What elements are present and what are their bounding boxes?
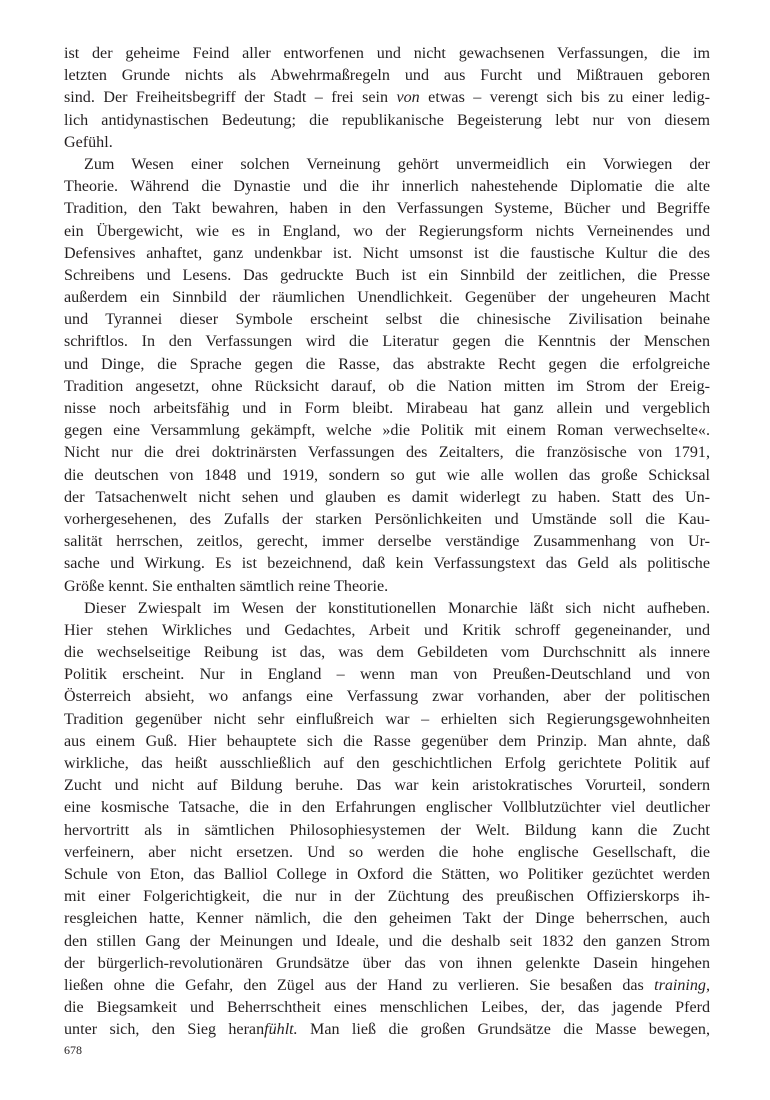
- text-line: [64, 243, 710, 265]
- text-line: [64, 886, 710, 908]
- line-text: Tradition, den Takt bewahren, haben in den Verfassungen Systeme, Bücher und Begriffe: [64, 200, 710, 218]
- line-text: ließen ohne die Gefahr, den Zügel aus der Hand zu verlieren. Sie besaßen das: [64, 976, 655, 994]
- text-line: [64, 620, 710, 642]
- line-text: verfeinern, aber nicht ersetzen. Und so werden die hohe englische Gesellschaft, die: [64, 843, 710, 861]
- text-line: [64, 531, 710, 553]
- line-text: gegen eine Versammlung gekämpft, welche »die Politik mit einem Roman verwechselte«.: [64, 422, 710, 440]
- line-text: der Tatsachenwelt nicht sehen und glauben es damit widerlegt zu haben. Statt des Un-: [64, 488, 710, 506]
- text-line: [64, 509, 710, 531]
- text-line: [64, 576, 710, 598]
- text-line: [64, 1019, 710, 1041]
- page-number: 678: [64, 1043, 82, 1057]
- line-text: Österreich absieht, wo anfangs eine Verfassung zwar vorhanden, aber der politischen: [64, 688, 710, 706]
- text-line: [64, 553, 710, 575]
- italic-text: von: [396, 89, 420, 107]
- text-line: [64, 753, 710, 775]
- line-text: Hier stehen Wirkliches und Gedachtes, Arbeit und Kritik schroff gegeneinander, und: [64, 621, 710, 639]
- text-line: [64, 953, 710, 975]
- line-text: lich antidynastischen Bedeutung; die republikanische Begeisterung lebt nur von diesem: [64, 111, 710, 129]
- line-text: letzten Grunde nichts als Abwehrmaßregeln und aus Furcht und Mißtrauen geboren: [64, 67, 710, 85]
- text-line: [64, 864, 710, 886]
- text-line: [64, 908, 710, 930]
- text-line: [64, 132, 710, 154]
- text-line: [64, 221, 710, 243]
- line-text: Zucht und nicht auf Bildung beruhe. Das war kein aristokratisches Vorurteil, sondern: [64, 777, 710, 795]
- text-line: [64, 420, 710, 442]
- text-line: [64, 775, 710, 797]
- line-text: Nicht nur die drei doktrinärsten Verfassungen des Zeitalters, die französische von 1791,: [64, 444, 710, 462]
- line-text: unter sich, den Sieg heran: [64, 1021, 265, 1039]
- text-line: [64, 65, 710, 87]
- line-text: Man ließ die großen Grundsätze die Masse bewegen,: [297, 1021, 710, 1039]
- line-text: den stillen Gang der Meinungen und Ideale, und die deshalb seit 1832 den ganzen Strom: [64, 932, 710, 950]
- text-line: [64, 354, 710, 376]
- text-line: [64, 398, 710, 420]
- text-line: [64, 975, 710, 997]
- line-text: Politik erscheint. Nur in England – wenn man von Preußen-Deutschland und von: [64, 666, 710, 684]
- text-line: [64, 820, 710, 842]
- text-line: [64, 642, 710, 664]
- line-text: Tradition gegenüber nicht sehr einflußreich war – erhielten sich Regierungsgewohnheiten: [64, 710, 710, 728]
- line-text: die deutschen von 1848 und 1919, sondern so gut wie alle wollen das große Schicksal: [64, 466, 710, 484]
- text-line: [64, 110, 710, 132]
- line-text: schriftlos. In den Verfassungen wird die Literatur gegen die Kenntnis der Menschen: [64, 333, 710, 351]
- line-text: Schule von Eton, das Balliol College in Oxford die Stätten, wo Politiker gezüchtet werden: [64, 865, 710, 883]
- line-text: nisse noch arbeitsfähig und in Form bleibt. Mirabeau hat ganz allein und vergeblich: [64, 400, 710, 417]
- line-text: außerdem ein Sinnbild der räumlichen Unendlichkeit. Gegenüber der ungeheuren Macht: [64, 289, 710, 307]
- line-text: ein Übergewicht, wie es in England, wo der Regierungsform nichts Verneinendes und: [64, 222, 710, 240]
- line-text: sind. Der Freiheitsbegriff der Stadt – frei sein: [64, 89, 397, 107]
- text-line: [64, 797, 710, 819]
- text-line: [64, 265, 710, 287]
- text-line: [64, 997, 710, 1019]
- text-line: [64, 176, 710, 198]
- line-text: die wechselseitige Reibung ist das, was dem Gebildeten vom Durchschnitt als innere: [64, 644, 710, 662]
- line-text: aus einem Guß. Hier behauptete sich die Rasse gegenüber dem Prinzip. Man ahnte, daß: [64, 732, 710, 750]
- text-line: [64, 842, 710, 864]
- text-line: [64, 465, 710, 487]
- line-text: Defensives anhaftet, ganz undenkbar ist. Nicht umsonst ist die faustische Kultur die des: [64, 244, 710, 262]
- line-text: Schreibens und Lesens. Das gedruckte Buch ist ein Sinnbild der zeitlichen, die Presse: [64, 266, 710, 284]
- line-text: vorhergesehenen, des Zufalls der starken Persönlichkeiten und Umstände soll die Kau-: [64, 510, 710, 528]
- line-text: hervortritt als in sämtlichen Philosophiesystemen der Welt. Bildung kann die Zucht: [64, 821, 710, 839]
- text-line: [64, 931, 710, 953]
- text-line: [64, 487, 710, 509]
- line-text: Zum Wesen einer solchen Verneinung gehört unvermeidlich ein Vorwiegen der: [84, 155, 710, 173]
- text-line: [64, 331, 710, 353]
- text-line: [64, 686, 710, 708]
- line-text: resgleichen hatte, Kenner nämlich, die den geheimen Takt der Dinge beherrschen, auch: [64, 910, 710, 928]
- text-line: [64, 287, 710, 309]
- line-text: der bürgerlich-revolutionären Grundsätze über das von ihnen gelenkte Dasein hingehen: [64, 954, 710, 972]
- text-line: [64, 598, 710, 620]
- line-text: Größe kennt. Sie enthalten sämtlich reine Theorie.: [64, 577, 389, 595]
- italic-text: fühlt.: [264, 1021, 298, 1039]
- text-line: [64, 376, 710, 398]
- line-text: sache und Wirkung. Es ist bezeichnend, daß kein Verfassungstext das Geld als politische: [64, 555, 710, 573]
- text-line: [64, 709, 710, 731]
- line-text: mit einer Folgerichtigkeit, die nur in der Züchtung des preußischen Offizierskorps ih-: [64, 888, 710, 906]
- line-text: salität herrschen, zeitlos, gerecht, immer derselbe verständige Zusammenhang von Ur-: [64, 533, 710, 551]
- line-text: und Dinge, die Sprache gegen die Rasse, das abstrakte Recht gegen die erfolgreiche: [64, 355, 710, 373]
- text-line: [64, 87, 710, 109]
- page-body: [64, 43, 710, 1041]
- text-line: [64, 731, 710, 753]
- text-line: [64, 198, 710, 220]
- line-text: Gefühl.: [64, 133, 113, 151]
- line-text: eine kosmische Tatsache, die in den Erfahrungen englischer Vollblutzüchter viel deutlicher: [64, 799, 710, 817]
- text-line: [64, 664, 710, 686]
- line-text: etwas – verengt sich bis zu einer ledig-: [419, 89, 710, 107]
- line-text: ist der geheime Feind aller entworfenen und nicht gewachsenen Verfassungen, die im: [64, 45, 710, 62]
- text-line: [64, 442, 710, 464]
- line-text: Theorie. Während die Dynastie und die ihr innerlich nahestehende Diplomatie die alte: [64, 178, 710, 196]
- line-text: und Tyrannei dieser Symbole erscheint selbst die chinesische Zivilisation beinahe: [64, 311, 710, 329]
- line-text: die Biegsamkeit und Beherrschtheit eines menschlichen Leibes, der, das jagende Pferd: [64, 999, 710, 1017]
- text-line: [64, 43, 710, 65]
- line-text: Dieser Zwiespalt im Wesen der konstitutionellen Monarchie läßt sich nicht aufheben.: [84, 599, 710, 617]
- line-text: Tradition angesetzt, ohne Rücksicht darauf, ob die Nation mitten im Strom der Ereig-: [64, 377, 710, 395]
- italic-text: training,: [654, 976, 710, 994]
- line-text: wirkliche, das heißt ausschließlich auf den geschichtlichen Erfolg gerichtete Politik auf: [64, 755, 710, 772]
- text-line: [64, 154, 710, 176]
- text-line: [64, 309, 710, 331]
